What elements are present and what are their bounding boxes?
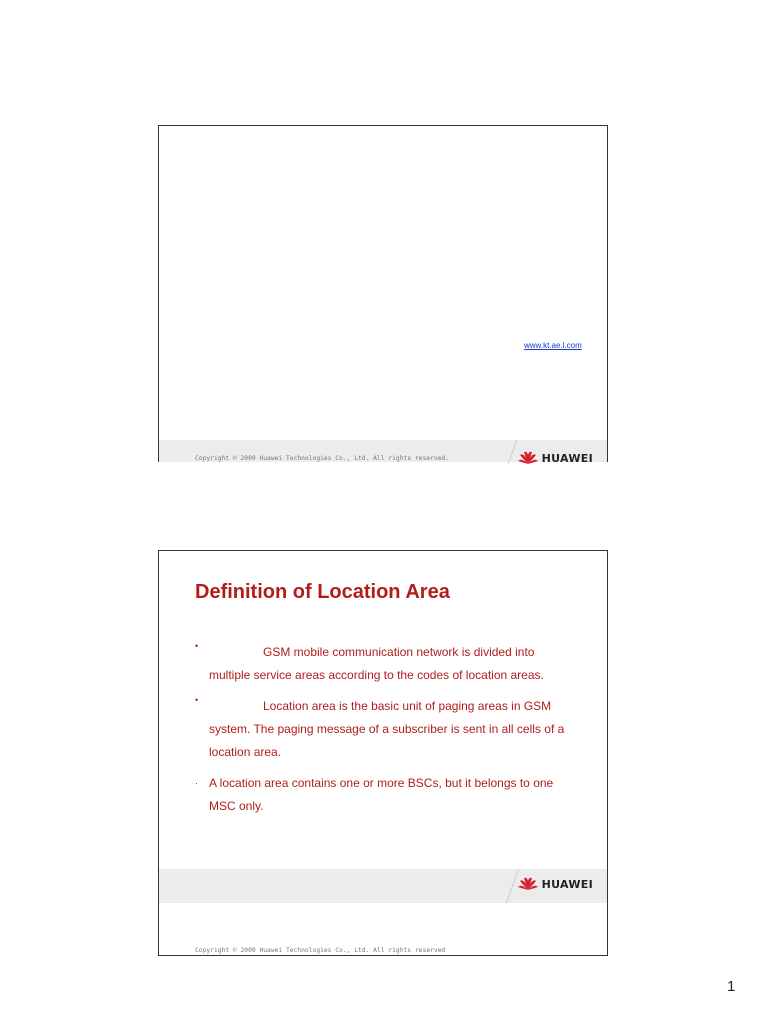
huawei-petal-icon: [518, 451, 538, 465]
copyright-text: Copyright © 2009 Huawei Technologies Co., Ltd. All rights reserved.: [195, 455, 450, 462]
bullet-item: [195, 772, 575, 818]
bullet-marker: ·: [195, 778, 198, 788]
huawei-logo: [518, 451, 593, 465]
logo-text: HUAWEI: [541, 877, 593, 891]
bullet-text: Location area is the basic unit of paging areas in GSM system. The paging message of a subscriber is sent in all cells of a location area.: [209, 699, 565, 759]
copyright-text: Copyright © 2009 Huawei Technologies Co., Ltd. All rights reserved: [195, 947, 446, 954]
bullet-text: GSM mobile communication network is divided into multiple service areas according to the codes of location areas.: [209, 645, 544, 682]
bullet-marker: •: [195, 641, 199, 651]
website-link[interactable]: www.kt.ae.l.com: [524, 341, 582, 350]
bullet-marker: •: [195, 695, 199, 705]
huawei-petal-icon: [518, 877, 538, 891]
slide-title: Definition of Location Area: [195, 581, 450, 603]
logo-text: HUAWEI: [541, 451, 593, 465]
bullet-list: [195, 641, 575, 826]
bullet-text: A location area contains one or more BSCs, but it belongs to one MSC only.: [209, 776, 554, 813]
slide-2: [158, 550, 608, 956]
bullet-item: [195, 695, 575, 764]
slide-1: [158, 125, 608, 465]
bullet-item: [195, 641, 575, 687]
huawei-logo: [518, 877, 593, 891]
page-number: 1: [727, 978, 736, 995]
